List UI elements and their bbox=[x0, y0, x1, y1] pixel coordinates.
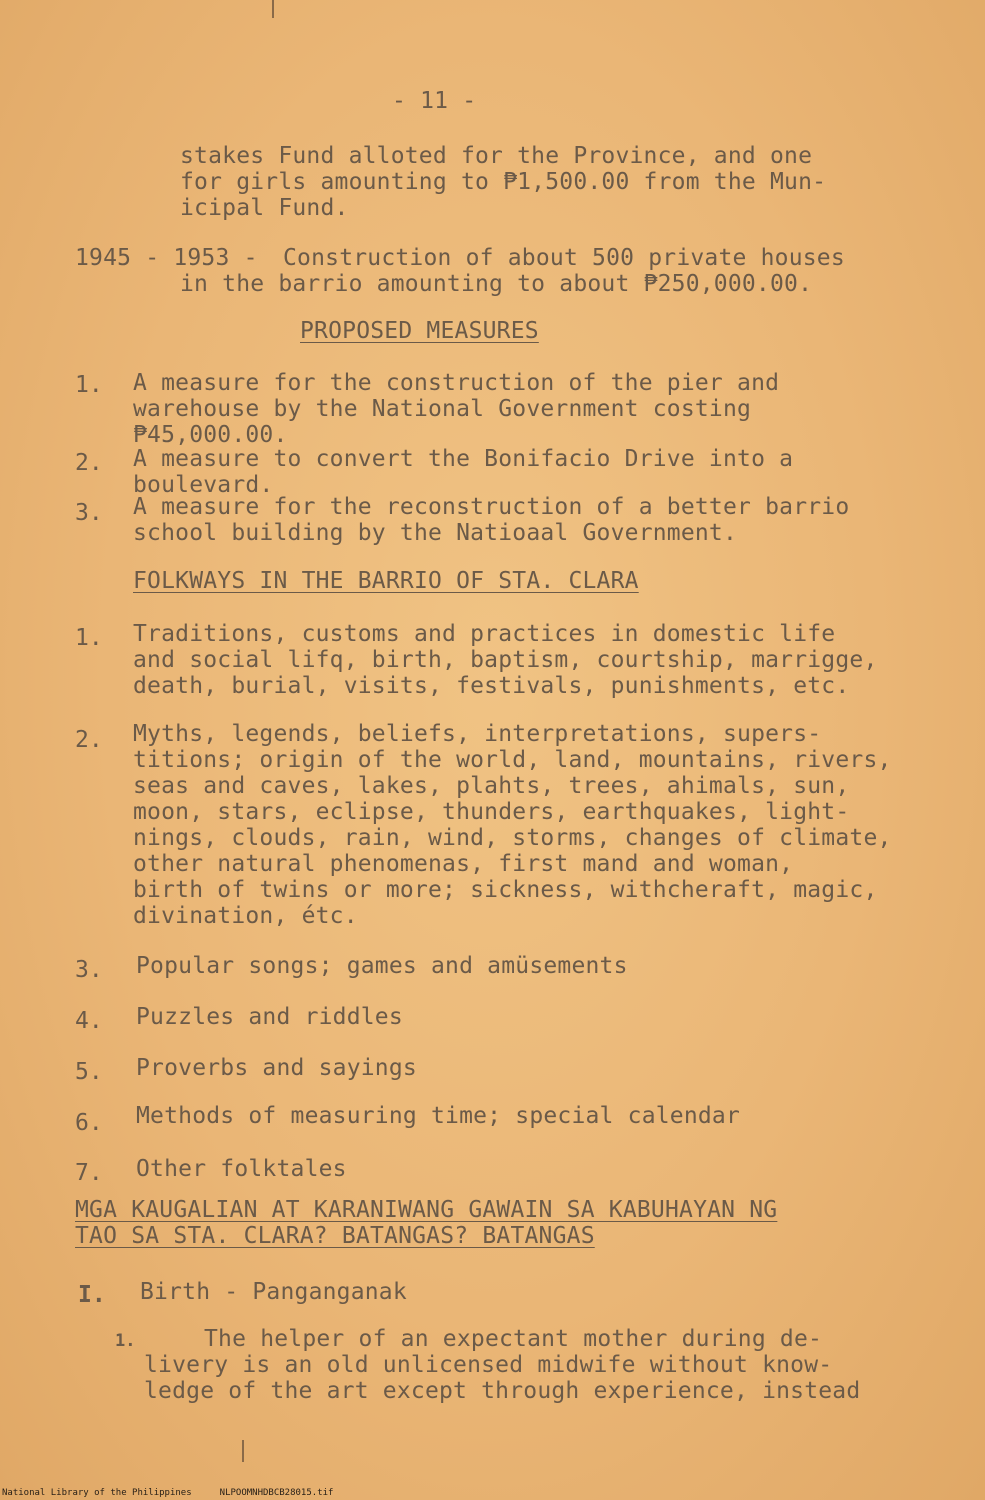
folkways-line: Other folktales bbox=[136, 1156, 347, 1182]
proposed-num: 2. bbox=[75, 450, 103, 476]
pen-mark bbox=[272, 0, 274, 18]
proposed-heading: PROPOSED MEASURES bbox=[300, 318, 539, 344]
folkways-line: death, burial, visits, festivals, punishments, etc. bbox=[133, 673, 850, 699]
folkways-line: seas and caves, lakes, plahts, trees, ahimals, sun, bbox=[133, 773, 850, 799]
sub-num: 1. bbox=[115, 1331, 136, 1351]
folkways-line: Puzzles and riddles bbox=[136, 1004, 403, 1030]
mga-heading-line: TAO SA STA. CLARA? BATANGAS? BATANGAS bbox=[75, 1223, 595, 1249]
folkways-line: Popular songs; games and amüsements bbox=[136, 953, 628, 979]
folkways-num: 7. bbox=[75, 1160, 103, 1186]
folkways-line: Traditions, customs and practices in domestic life bbox=[133, 621, 836, 647]
folkways-num: 1. bbox=[75, 625, 103, 651]
proposed-num: 3. bbox=[75, 500, 103, 526]
folkways-line: moon, stars, eclipse, thunders, earthquakes, light- bbox=[133, 799, 850, 825]
intro-line: stakes Fund alloted for the Province, and one bbox=[180, 143, 813, 169]
proposed-num: 1. bbox=[75, 372, 103, 398]
folkways-num: 2. bbox=[75, 727, 103, 753]
entry-line: Construction of about 500 private houses bbox=[283, 245, 845, 271]
folkways-line: nings, clouds, rain, wind, storms, changes of climate, bbox=[133, 825, 892, 851]
intro-line: icipal Fund. bbox=[180, 195, 349, 221]
footer-file: NLPOOMNHDBCB28015.tif bbox=[219, 1488, 334, 1498]
folkways-num: 5. bbox=[75, 1059, 103, 1085]
proposed-line: warehouse by the National Government costing bbox=[133, 396, 752, 422]
sub-line: livery is an old unlicensed midwife without know- bbox=[144, 1352, 833, 1378]
footer-library: National Library of the Philippines bbox=[2, 1488, 192, 1498]
folkways-num: 6. bbox=[75, 1110, 103, 1136]
sub-line: The helper of an expectant mother during de- bbox=[204, 1326, 823, 1352]
folkways-num: 4. bbox=[75, 1008, 103, 1034]
pen-mark bbox=[242, 1440, 244, 1462]
folkways-line: divination, étc. bbox=[133, 903, 358, 929]
proposed-line: boulevard. bbox=[133, 472, 274, 498]
entry-date: 1945 - 1953 - bbox=[75, 245, 258, 271]
proposed-line: ₱45,000.00. bbox=[133, 422, 288, 448]
folkways-heading: FOLKWAYS IN THE BARRIO OF STA. CLARA bbox=[133, 568, 639, 594]
proposed-line: A measure for the reconstruction of a better barrio bbox=[133, 494, 850, 520]
mga-heading-line: MGA KAUGALIAN AT KARANIWANG GAWAIN SA KABUHAYAN NG bbox=[75, 1197, 778, 1223]
section-num: I. bbox=[78, 1282, 106, 1308]
scan-footer bbox=[2, 1488, 361, 1498]
page-number: - 11 - bbox=[392, 88, 477, 114]
folkways-line: and social lifq, birth, baptism, courtship, marrigge, bbox=[133, 647, 878, 673]
proposed-line: A measure for the construction of the pier and bbox=[133, 370, 780, 396]
folkways-num: 3. bbox=[75, 957, 103, 983]
folkways-line: other natural phenomenas, first mand and woman, bbox=[133, 851, 794, 877]
section-label: Birth - Panganganak bbox=[140, 1279, 407, 1305]
sub-line: ledge of the art except through experience, instead bbox=[144, 1378, 861, 1404]
proposed-line: A measure to convert the Bonifacio Drive into a bbox=[133, 446, 794, 472]
folkways-line: birth of twins or more; sickness, withcheraft, magic, bbox=[133, 877, 878, 903]
proposed-line: school building by the Natioaal Government. bbox=[133, 520, 738, 546]
folkways-line: Proverbs and sayings bbox=[136, 1055, 417, 1081]
folkways-line: titions; origin of the world, land, mountains, rivers, bbox=[133, 747, 892, 773]
folkways-line: Methods of measuring time; special calendar bbox=[136, 1103, 741, 1129]
intro-line: for girls amounting to ₱1,500.00 from the Mun- bbox=[180, 169, 827, 195]
entry-line: in the barrio amounting to about ₱250,000.00. bbox=[180, 271, 813, 297]
folkways-line: Myths, legends, beliefs, interpretations, supers- bbox=[133, 721, 822, 747]
